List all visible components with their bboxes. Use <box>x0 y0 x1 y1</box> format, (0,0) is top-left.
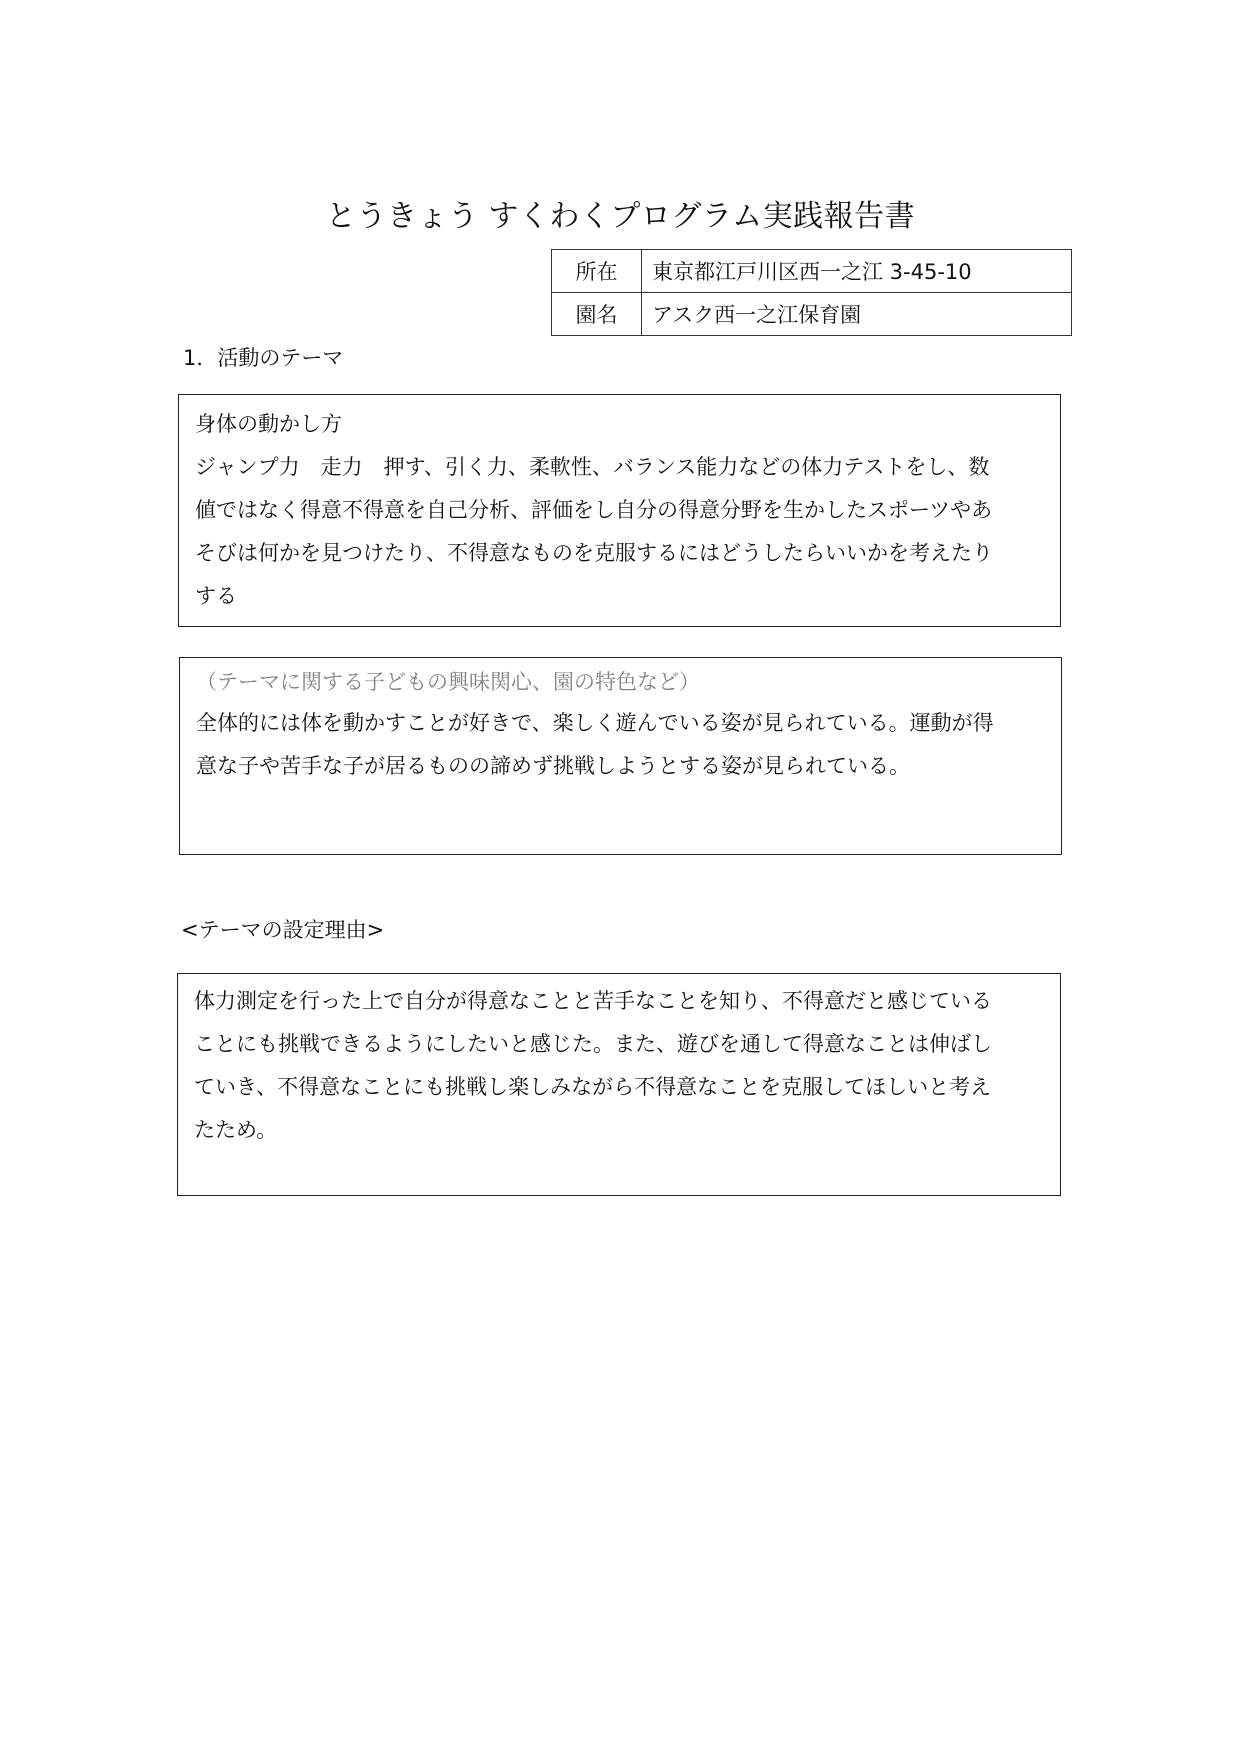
info-table <box>551 249 1072 336</box>
theme-title: 身体の動かし方 <box>195 412 342 436</box>
theme-line: そびは何かを見つけたり、不得意なものを克服するにはどうしたらいいかを考えたり <box>195 541 993 565</box>
document-title: とうきょう すくわくプログラム実践報告書 <box>325 199 916 234</box>
location-label: 所在 <box>552 250 642 293</box>
theme-line: 値ではなく得意不得意を自己分析、評価をし自分の得意分野を生かしたスポーツやあ <box>195 498 993 522</box>
reason-line: ことにも挑戦できるようにしたいと感じた。また、遊びを通して得意なことは伸ばし <box>194 1032 992 1056</box>
reason-line: たため。 <box>194 1118 278 1142</box>
interest-box <box>179 657 1062 855</box>
location-row <box>552 250 1072 293</box>
name-row <box>552 293 1072 336</box>
reason-line: 体力測定を行った上で自分が得意なことと苦手なことを知り、不得意だと感じている <box>194 989 992 1013</box>
theme-box <box>178 394 1061 627</box>
name-value: アスク西一之江保育園 <box>642 293 1072 336</box>
section-heading-theme: 1．活動のテーマ <box>183 346 344 370</box>
reason-heading: <テーマの設定理由> <box>181 918 385 942</box>
interest-line: 意な子や苦手な子が居るものの諦めず挑戦しようとする姿が見られている。 <box>196 754 910 778</box>
theme-line: する <box>195 584 237 608</box>
interest-line: 全体的には体を動かすことが好きで、楽しく遊んでいる姿が見られている。運動が得 <box>196 711 994 735</box>
reason-box <box>177 973 1061 1196</box>
theme-line: ジャンプ力 走力 押す、引く力、柔軟性、バランス能力などの体力テストをし、数 <box>195 455 990 479</box>
location-value: 東京都江戸川区西一之江 3-45-10 <box>642 250 1072 293</box>
interest-hint: （テーマに関する子どもの興味関心、園の特色など） <box>196 670 700 694</box>
reason-line: ていき、不得意なことにも挑戦し楽しみながら不得意なことを克服してほしいと考え <box>194 1075 992 1099</box>
name-label: 園名 <box>552 293 642 336</box>
